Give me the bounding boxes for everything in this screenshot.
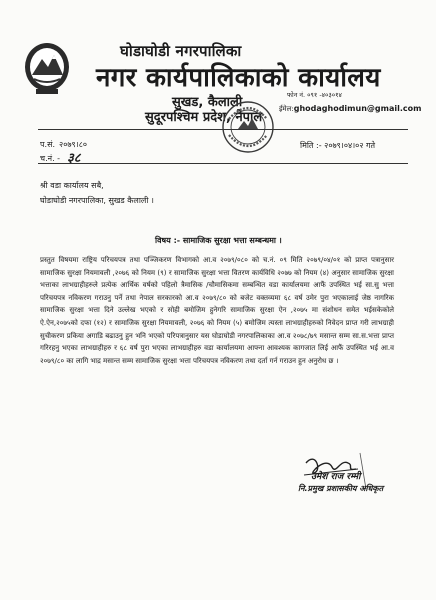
office-phone: फोन नं. ०९१ -४०३०१४: [287, 91, 342, 99]
office-province: सुदूरपश्चिम प्रदेश, नेपाल: [145, 110, 263, 125]
addressee-line-1: श्री वडा कार्यालय सबै,: [40, 181, 104, 190]
reference-divider: [38, 163, 408, 164]
letterhead-divider: [38, 129, 408, 130]
reference-block: [40, 138, 87, 166]
office-title: नगर कार्यपालिकाको कार्यालय: [96, 63, 381, 93]
letter-number: [40, 138, 87, 152]
office-place: सुखड, कैलाली: [172, 95, 243, 110]
letter-number-label: प.सं.: [40, 140, 56, 149]
office-stamp-icon: [220, 99, 276, 155]
signatory-title: नि.प्रमुख प्रशासकीय अधिकृत: [298, 484, 384, 493]
dispatch-number-label: च.नं. -: [40, 154, 61, 163]
office-email: [279, 104, 421, 114]
email-label: ईमेल:: [279, 105, 294, 113]
municipal-emblem-icon: [22, 41, 72, 97]
addressee-block: [40, 178, 154, 208]
letter-number-value: २०७९।८०: [59, 140, 88, 149]
letter-body: प्रस्तुत विषयमा राष्ट्रिय परिचयपत्र तथा पञ्जिकरण विभागको आ.व २०७९/०८० को च.नं. ०९ मिति २०७९/०४/०१ को प्राप्त पत्रानुसार सामाजिक सुरक्षा नियमावली ,२०७६ को नियम (९) र सामाजिक सुरक्षा भत्ता वितरण कार्यविधि २०७७ को नियम (४) अनुसार सामाजिक सुरक्षा भत्ताका लाभग्राहीहरुले प्रत्येक आर्थिक वर्षको पहिलो त्रैमासिक /चौमासिकमा सम्बन्धित वडा कार्यालयमा आफैं उपस्थित भई सा.सु भत्ता परिचयपत्र नविकरण गराउनु पर्ने तथा नेपाल सरकारको आ.व २०७९/८० को बजेट वक्तव्यमा ६८ वर्ष उमेर पुरा भएकालाई जेष्ठ नागरिक सामाजिक सुरक्षा भत्ता दिने उल्लेख भएको र सोही बमोजिम हुनेगरि सामाजिक सुरक्षा ऐन ,२०७५ मा संशोधन समेत भईसकेकोले ऐ.ऐन,२०७५को दफा (१२) र सामाजिक सुरक्षा नियमावली, २०७६ को नियम (५) बमोजिम त्यस्ता लाभग्राहीहरुको निवेदन प्राप्त गरी लाभग्राही सुचीकरण प्रकिया अगाडि बढाउनु हुन भनि भएको परिपत्रानुसार यस घोडाघोडी नगरपालिकाका आ.व २०७८/७९ मसान्त सम्म सा.स.भत्ता प्राप्त गरिरहनु भएका लाभग्राहीहरु र ६८ वर्ष पुरा भएका लाभग्राहीहरु वडा कार्यालयमा आफ्ना आवश्यक कागजात लिई आफैं उपस्थित भई आ.व २०७९/८० का लागि भाद्र मसान्त सम्म सामाजिक सुरक्षा भत्ता परिचयपत्र नविकरण तथा दर्ता गर्न गराउन हुन अनुरोध छ ।: [40, 256, 394, 365]
letter-subject: विषय :- सामाजिक सुरक्षा भत्ता सम्बन्धमा ।: [155, 236, 282, 245]
addressee-line-2: घोडाघोडी नगरपालिका, सुखड कैलाली ।: [40, 196, 154, 205]
signatory-name: उमेश राज रम्मी: [311, 472, 361, 482]
municipality-name: घोडाघोडी नगरपालिका: [120, 42, 242, 60]
dispatch-number-value: ३८: [67, 151, 81, 166]
letter-date: मिति :- २०७९।०४।०२ गते: [300, 141, 376, 150]
email-address: ghodaghodimun@gmail.com: [293, 104, 422, 113]
